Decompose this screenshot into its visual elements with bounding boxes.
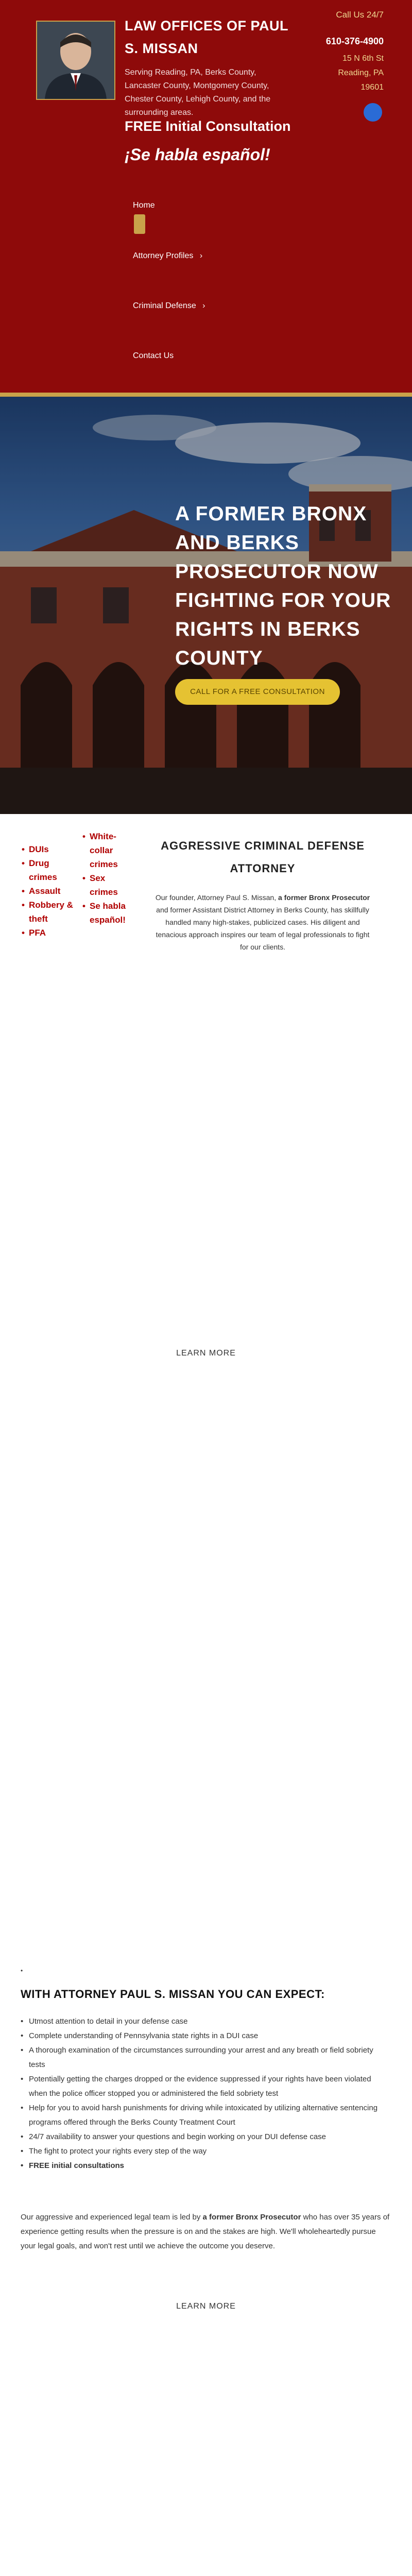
call-us-label: Call Us 24/7: [336, 10, 384, 20]
experience-paragraph: [21, 2210, 391, 2253]
nav-contact-us[interactable]: Contact Us: [133, 351, 174, 360]
header-phone-link[interactable]: 610-376-4900: [325, 36, 384, 46]
practice-area-item: • Sex crimes: [82, 871, 134, 899]
expect-item: • Help for you to avoid harsh punishments for driving while intoxicated by utilizing alternative sentencing programs offered through the Berks County Treatment Court: [21, 2101, 391, 2130]
experience-pre: Our aggressive and experienced legal team is led by: [21, 2213, 203, 2222]
nav-criminal-defense[interactable]: [133, 301, 205, 311]
founder-intro-text: [154, 891, 371, 953]
hero-banner: [0, 397, 412, 814]
header-gold-rule: [0, 393, 412, 397]
expect-item: • 24/7 availability to answer your questions and begin working on your DUI defense case: [21, 2130, 391, 2144]
attorney-photo-icon: [37, 22, 114, 99]
gold-badge-icon: [134, 214, 145, 234]
founder-intro-bold: a former Bronx Prosecutor: [278, 893, 370, 902]
free-consultation-button[interactable]: CALL FOR A FREE CONSULTATION: [175, 679, 340, 705]
practice-area-item: • Drug crimes: [22, 856, 73, 884]
expect-heading: WITH ATTORNEY PAUL S. MISSAN YOU CAN EXPECT:: [21, 1988, 325, 2001]
founder-intro-post: and former Assistant District Attorney in Berks County, has skillfully handled many high-stakes, publicized cases. His diligent and tenacious approach inspires our team of legal professionals to fight for our clients.: [156, 906, 370, 951]
practice-area-item: • White-collar crimes: [82, 829, 134, 871]
practice-areas-list-2: [82, 829, 134, 927]
service-area-text: Serving Reading, PA, Berks County, Lancaster County, Montgomery County, Chester County, Lehigh County, and the surrounding areas.: [125, 68, 271, 117]
practice-areas-list-1: [22, 842, 73, 940]
founder-intro-pre: Our founder, Attorney Paul S. Missan,: [155, 893, 278, 902]
practice-area-item: • DUIs: [22, 842, 73, 856]
hero-title: A FORMER BRONX AND BERKS PROSECUTOR NOW FIGHTING FOR YOUR RIGHTS IN BERKS COUNTY: [175, 503, 391, 669]
expect-item: • Complete understanding of Pennsylvania state rights in a DUI case: [21, 2029, 391, 2043]
nav-attorney-profiles[interactable]: [133, 251, 202, 261]
learn-more-link-2[interactable]: LEARN MORE: [176, 2302, 236, 2311]
learn-more-link-1[interactable]: LEARN MORE: [176, 1349, 236, 1358]
practice-area-item: • PFA: [22, 926, 73, 940]
free-consultation-heading: FREE Initial Consultation: [125, 118, 291, 134]
bullet-dot: •: [21, 1967, 23, 1974]
se-habla-espanol-heading: ¡Se habla español!: [125, 145, 270, 164]
site-header: [0, 0, 412, 397]
practice-area-item: • Robbery & theft: [22, 898, 73, 926]
expect-item: • The fight to protect your rights every step of the way: [21, 2144, 391, 2159]
header-address: 15 N 6th St Reading, PA 19601: [338, 54, 384, 92]
chevron-right-icon: ›: [202, 301, 205, 310]
nav-criminal-defense-label: Criminal Defense: [133, 301, 196, 310]
nav-attorney-profiles-label: Attorney Profiles: [133, 251, 194, 260]
expect-list: [21, 2014, 391, 2173]
expect-item: • Potentially getting the charges dropped or the evidence suppressed if your rights have been violated when the police officer stopped you or administered the field sobriety test: [21, 2072, 391, 2101]
chevron-right-icon: ›: [199, 251, 203, 260]
expect-item: • A thorough examination of the circumstances surrounding your arrest and any breath or field sobriety tests: [21, 2043, 391, 2072]
experience-post: who has over 35 years of experience getting results when the pressure is on and the stakes are high. We'll wholeheartedly pursue your legal goals, and won't rest until we achieve the outcome you deserve.: [21, 2213, 390, 2250]
practice-area-item: • Assault: [22, 884, 73, 898]
map-pin-icon[interactable]: [364, 103, 382, 122]
aggressive-defense-heading: AGGRESSIVE CRIMINAL DEFENSE ATTORNEY: [161, 839, 365, 875]
experience-bold: a former Bronx Prosecutor: [202, 2213, 301, 2222]
practice-area-item: • Se habla español!: [82, 899, 134, 927]
firm-name: LAW OFFICES OF PAUL S. MISSAN: [125, 18, 288, 56]
expect-item-free-consultation: • FREE initial consultations: [21, 2159, 391, 2173]
nav-home[interactable]: Home: [133, 201, 155, 210]
attorney-portrait: [36, 21, 115, 100]
expect-item: • Utmost attention to detail in your defense case: [21, 2014, 391, 2029]
